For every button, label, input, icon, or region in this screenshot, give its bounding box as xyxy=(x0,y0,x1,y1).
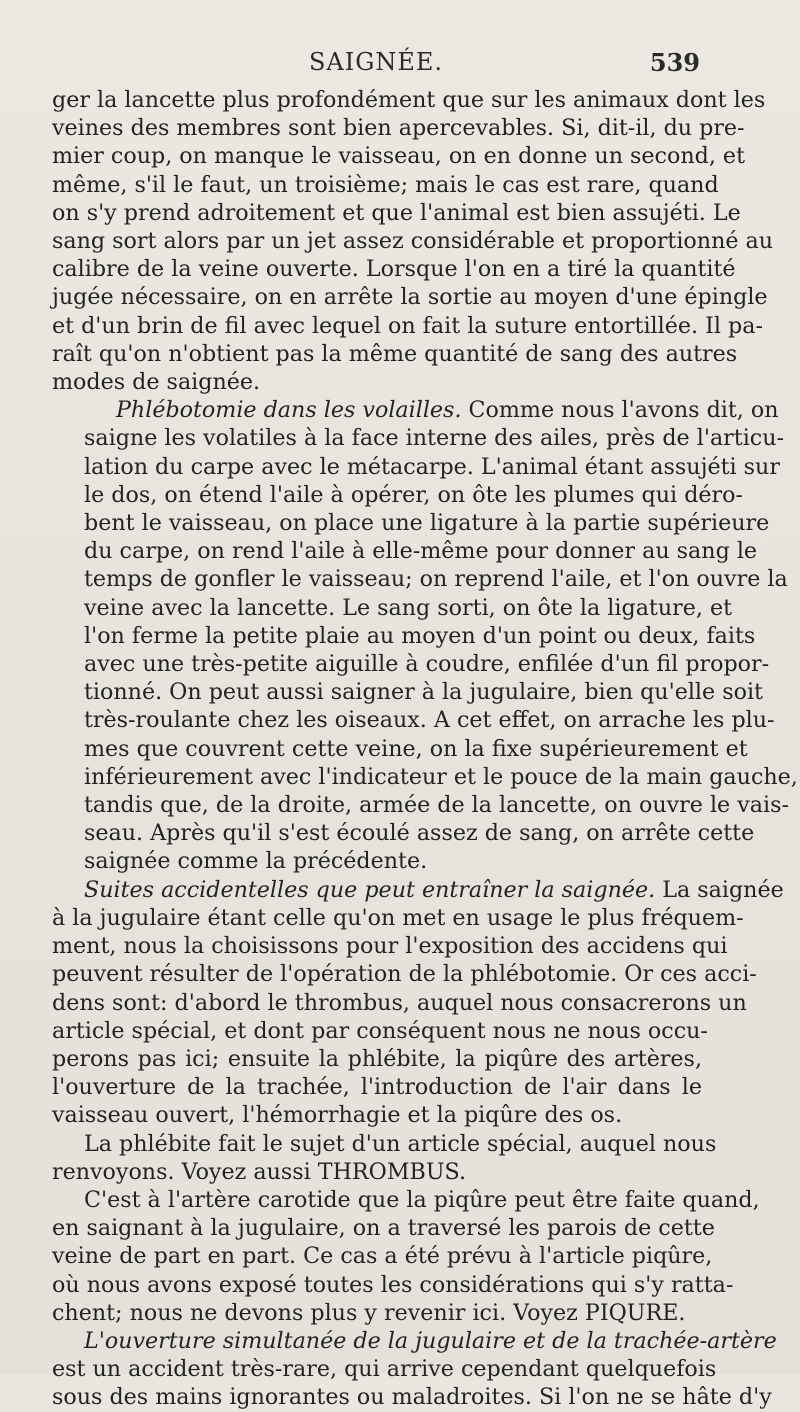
text-line: article spécial, et dont par conséquent nous ne nous occu- xyxy=(52,1017,708,1044)
text-line: jugée nécessaire, on en arrête la sortie au moyen d'une épingle xyxy=(52,284,768,311)
text-line: La phlébite fait le sujet d'un article spécial, auquel nous xyxy=(84,1130,717,1157)
text-line: Suites accidentelles que peut entraîner la saignée. La saignée xyxy=(84,876,784,903)
text-line: tandis que, de la droite, armée de la lancette, on ouvre le vais- xyxy=(84,792,789,819)
paragraph xyxy=(52,1186,760,1327)
text-line: dens sont: d'abord le thrombus, auquel nous consacrerons un xyxy=(52,989,747,1016)
text-line: veine avec la lancette. Le sang sorti, on ôte la ligature, et xyxy=(84,594,733,621)
text-line: sang sort alors par un jet assez considérable et proportionné au xyxy=(52,228,774,255)
text-line: renvoyons. Voyez aussi THROMBUS. xyxy=(52,1158,467,1185)
text-line: saignée comme la précédente. xyxy=(84,848,428,875)
text-line: chent; nous ne devons plus y revenir ici. Voyez PIQURE. xyxy=(52,1299,686,1326)
section-lead: Phlébotomie dans les volailles. xyxy=(116,397,462,424)
text-line: modes de saignée. xyxy=(52,369,261,396)
text-line: raît qu'on n'obtient pas la même quantité de sang des autres xyxy=(52,340,738,367)
body-text xyxy=(52,86,798,1412)
text-line: est un accident très-rare, qui arrive cependant quelquefois xyxy=(52,1356,717,1383)
paragraph xyxy=(52,876,784,1130)
text-line: Phlébotomie dans les volailles. Comme nous l'avons dit, on xyxy=(116,397,779,424)
section-lead: L'ouverture simultanée de la jugulaire et de la trachée-artère xyxy=(84,1327,777,1354)
text-line: en saignant à la jugulaire, on a traversé les parois de cette xyxy=(52,1215,715,1242)
text-line: calibre de la veine ouverte. Lorsque l'on en a tiré la quantité xyxy=(52,256,736,283)
text-line: sous des mains ignorantes ou maladroites. Si l'on ne se hâte d'y xyxy=(52,1384,772,1411)
text-line: ger la lancette plus profondément que sur les animaux dont les xyxy=(52,87,766,113)
text-line: lation du carpe avec le métacarpe. L'animal étant assujéti sur xyxy=(84,453,780,480)
text-line: mes que couvrent cette veine, on la fixe supérieurement et xyxy=(84,735,748,762)
text-line xyxy=(52,1327,777,1355)
paragraph xyxy=(52,396,798,875)
text-line: l'ouverture de la trachée, l'introduction de l'air dans le xyxy=(52,1074,702,1101)
text-line: le dos, on étend l'aile à opérer, on ôte les plumes qui déro- xyxy=(84,481,743,508)
text-line: mier coup, on manque le vaisseau, on en donne un second, et xyxy=(52,143,745,170)
text-line: tionné. On peut aussi saigner à la jugulaire, bien qu'elle soit xyxy=(84,679,763,706)
text-line: bent le vaisseau, on place une ligature à la partie supérieure xyxy=(84,510,770,537)
page-number: 539 xyxy=(649,48,700,77)
text-line: avec une très-petite aiguille à coudre, enfilée d'un fil propor- xyxy=(84,651,770,678)
text-line: à la jugulaire étant celle qu'on met en usage le plus fréquem- xyxy=(52,904,744,931)
running-title: SAIGNÉE. xyxy=(308,48,444,76)
text-line: vaisseau ouvert, l'hémorrhagie et la piqûre des os. xyxy=(52,1102,623,1129)
text-line: inférieurement avec l'indicateur et le pouce de la main gauche, xyxy=(84,763,798,790)
text-line: seau. Après qu'il s'est écoulé assez de sang, on arrête cette xyxy=(84,820,755,847)
text-line: où nous avons exposé toutes les considérations qui s'y ratta- xyxy=(52,1271,734,1298)
text-line: ment, nous la choisissons pour l'exposition des accidens qui xyxy=(52,933,728,960)
text-line: on s'y prend adroitement et que l'animal est bien assujéti. Le xyxy=(52,199,741,226)
text-line: même, s'il le faut, un troisième; mais le cas est rare, quand xyxy=(52,171,719,198)
text-line: l'on ferme la petite plaie au moyen d'un point ou deux, faits xyxy=(84,622,756,649)
section-lead: Suites accidentelles que peut entraîner la saignée. xyxy=(84,876,656,903)
text-line: temps de gonfler le vaisseau; on reprend l'aile, et l'on ouvre la xyxy=(84,566,788,593)
paragraph xyxy=(52,1130,717,1186)
running-head xyxy=(52,48,700,84)
text-line: veine de part en part. Ce cas a été prévu à l'article piqûre, xyxy=(52,1243,713,1270)
text-line: C'est à l'artère carotide que la piqûre peut être faite quand, xyxy=(84,1186,760,1213)
text-line: perons pas ici; ensuite la phlébite, la piqûre des artères, xyxy=(52,1045,702,1072)
text-line: peuvent résulter de l'opération de la phlébotomie. Or ces acci- xyxy=(52,961,757,988)
text-line: du carpe, on rend l'aile à elle-même pour donner au sang le xyxy=(84,538,758,565)
paragraph xyxy=(52,86,774,396)
paragraph xyxy=(52,1327,777,1412)
text-line: très-roulante chez les oiseaux. A cet effet, on arrache les plu- xyxy=(84,707,775,734)
text-line: saigne les volatiles à la face interne des ailes, près de l'articu- xyxy=(84,425,785,452)
text-line: et d'un brin de fil avec lequel on fait la suture entortillée. Il pa- xyxy=(52,312,763,339)
text-line: veines des membres sont bien apercevables. Si, dit-il, du pre- xyxy=(52,115,745,142)
